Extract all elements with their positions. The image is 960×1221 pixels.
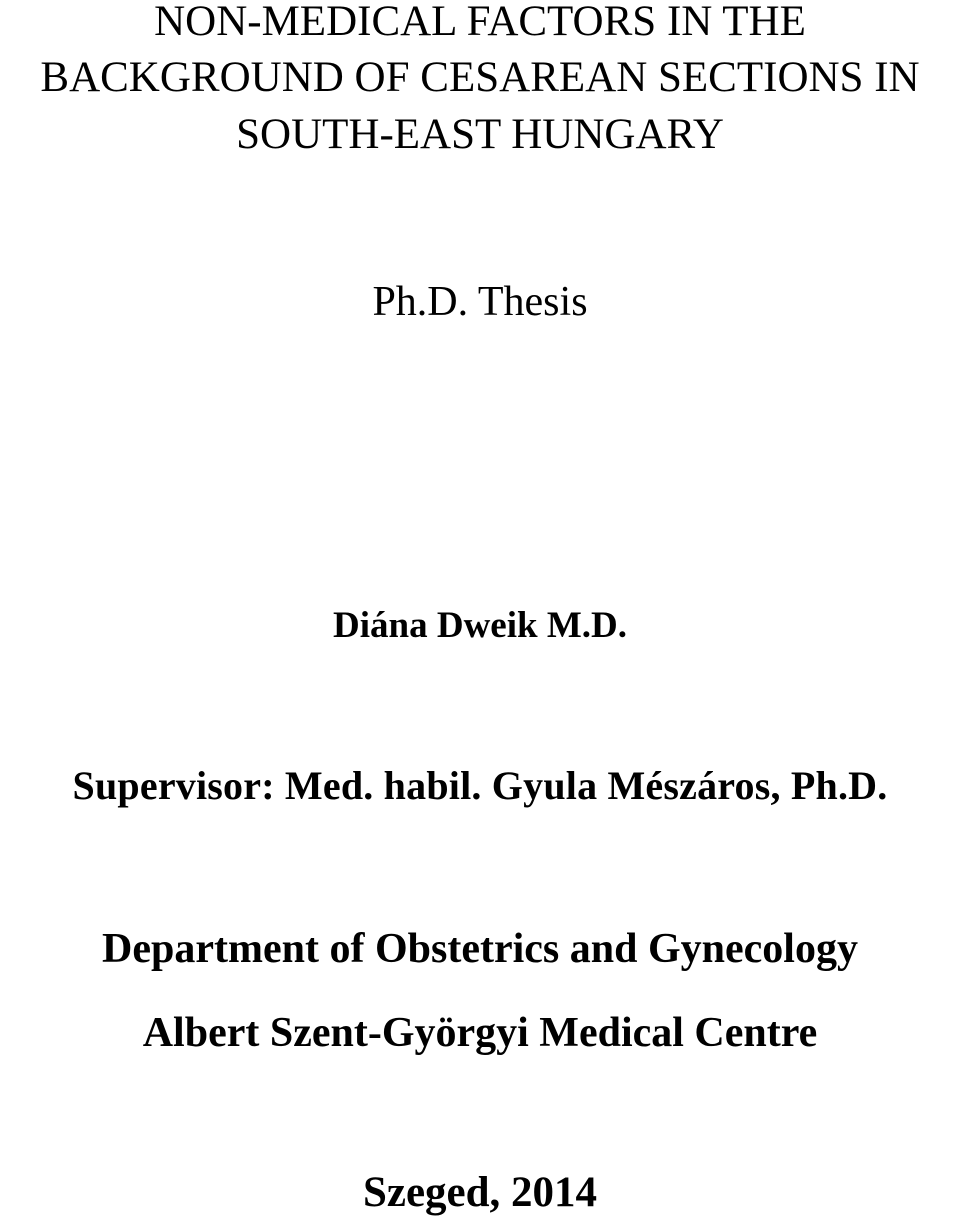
degree-label: Ph.D. Thesis [372,279,588,325]
title-line-2: BACKGROUND OF CESAREAN SECTIONS IN [40,54,920,101]
author-name: Diána Dweik M.D. [333,605,627,646]
department-name: Department of Obstetrics and Gynecology [102,926,858,972]
title-line-1: NON-MEDICAL FACTORS IN THE [154,0,806,45]
supervisor-line: Supervisor: Med. habil. Gyula Mészáros, Ph.D. [72,763,888,808]
institution-name: Albert Szent-Györgyi Medical Centre [142,1010,818,1056]
place-and-date: Szeged, 2014 [362,1169,598,1216]
title-line-3: SOUTH-EAST HUNGARY [236,111,724,158]
